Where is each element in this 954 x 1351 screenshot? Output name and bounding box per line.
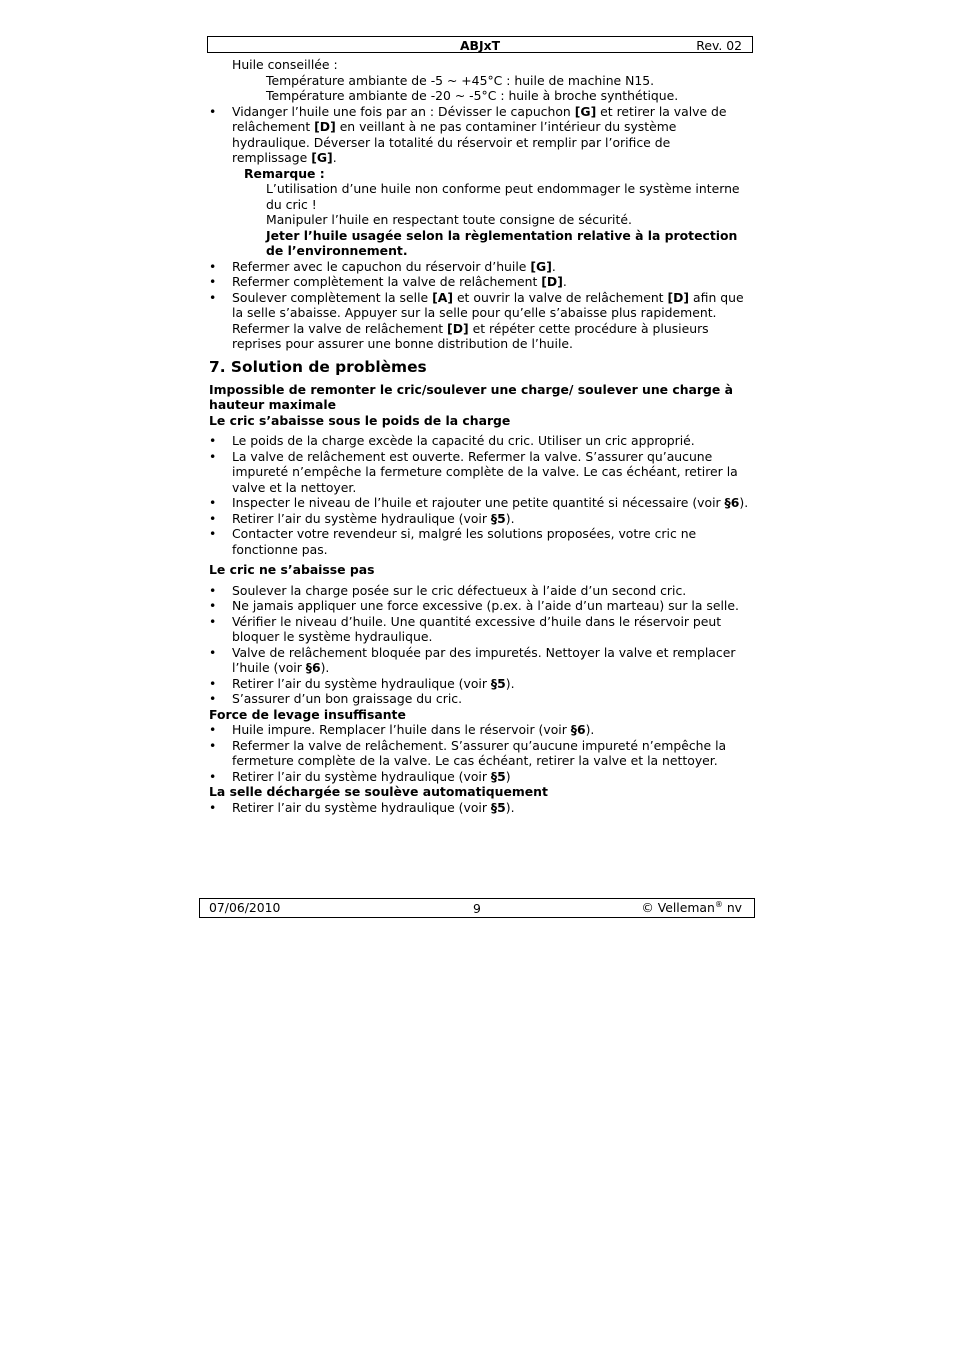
text-run: Huile impure. Remplacer l’huile dans le réservoir (voir [232,722,571,737]
list-item-close-valve [209,274,749,290]
text-run: et répéter cette procédure à plusieurs reprises pour assurer une bonne distribution de l’huile. [232,320,709,351]
registered-mark: ® [714,899,723,909]
model-name: ABJxT [459,38,501,53]
list-item [209,645,749,676]
list-item: • La valve de relâchement est ouverte. Refermer la valve. S’assurer qu’aucune impureté n’empêche la fermeture complète de la valve. Le cas échéant, retirer la valve et la nettoyer. [209,449,749,496]
footer-date: 07/06/2010 [209,900,281,915]
ref-d: [D] [314,119,336,134]
list-item: • Vérifier le niveau d’huile. Une quantité excessive d’huile dans le réservoir peut bloquer le système hydraulique. [209,614,749,645]
section-ref: §5 [490,768,506,784]
remark-text-3: Jeter l’huile usagée selon la règlementation relative à la protection de l’environnement. [266,227,738,258]
page-content [209,57,749,815]
text-run: Refermer avec le capuchon du réservoir d’huile [232,258,531,274]
text-run: Retirer l’air du système hydraulique (voir [232,768,491,784]
ref-g: [G] [530,258,552,274]
list-item-close-cap [209,259,749,275]
subsection-title-2: Le cric ne s’abaisse pas [209,562,375,577]
text-run: ). [739,495,749,510]
ref-d: [D] [541,274,563,289]
copyright-text: © Velleman [641,900,715,915]
text-run: ). [505,799,515,815]
text-run: . [332,150,337,165]
page-footer [199,898,755,918]
list-item [209,722,749,738]
remark-title: Remarque : [244,165,325,181]
text-run: Retirer l’air du système hydraulique (voir [232,510,491,526]
text-run: ). [505,510,515,526]
section-ref: §6 [724,495,740,510]
troubleshoot-list-4 [209,800,749,816]
text-run: Inspecter le niveau de l’huile et rajouter une petite quantité si nécessaire (voir [232,495,725,510]
list-item: • Refermer la valve de relâchement. S’assurer qu’aucune impureté n’empêche la fermeture complète de la valve. Le cas échéant, retirer la valve et la nettoyer. [209,738,749,769]
list-item [209,769,749,785]
footer-copyright [641,900,742,916]
page-number: 9 [473,901,481,916]
section-ref: §6 [305,660,321,675]
text-run: Refermer complètement la valve de relâchement [232,274,542,289]
ref-g: [G] [574,103,597,119]
troubleshoot-list-3 [209,722,749,784]
list-item: • Contacter votre revendeur si, malgré les solutions proposées, votre cric ne fonctionne pas. [209,526,749,557]
text-run: Vidanger l’huile une fois par an : Dévisser le capuchon [232,103,575,119]
text-run: et retirer la valve de relâchement [232,103,727,134]
list-item [209,800,749,816]
remark-text-2: Manipuler l’huile en respectant toute consigne de sécurité. [266,212,632,227]
ref-d: [D] [667,289,690,305]
text-run: et ouvrir la valve de relâchement [453,289,668,305]
section-ref: §6 [570,722,586,737]
text-run: Valve de relâchement bloquée par des impuretés. Nettoyer la valve et remplacer l’huile (voir [232,644,736,675]
steps-list [209,259,749,352]
page-header [207,36,753,53]
text-run: . [551,258,556,274]
text-run: ). [320,660,330,675]
list-item: • S’assurer d’un bon graissage du cric. [209,691,749,707]
text-run: . [562,274,567,289]
list-item: • Ne jamais appliquer une force excessive (p.ex. à l’aide d’un marteau) sur la selle. [209,598,749,614]
text-run: ). [585,722,595,737]
section-ref: §5 [490,675,506,691]
section-ref: §5 [490,799,506,815]
maintenance-list [209,104,749,166]
text-run: Soulever complètement la selle [232,289,433,305]
troubleshoot-list-1 [209,433,749,557]
list-item [209,511,749,527]
ref-g: [G] [311,150,333,165]
text-run: afin que la selle s’abaisse. Appuyer sur la selle pour qu’elle s’abaisse plus rapidement. Refermer la valve de relâchement [232,289,744,336]
list-item: • Le poids de la charge excède la capacité du cric. Utiliser un cric approprié. [209,433,749,449]
text-run: en veillant à ne pas contaminer l’intérieur du système hydraulique. Déverser la totalité du réservoir et remplir par l’orifice de remplissage [232,119,677,165]
company-suffix: nv [722,900,742,915]
text-run: ). [505,675,515,691]
list-item: • Soulever la charge posée sur le cric défectueux à l’aide d’un second cric. [209,583,749,599]
subsection-title-3: Force de levage insuffisante [209,706,406,722]
ref-a: [A] [432,289,453,305]
oil-recommended: Huile conseillée : [232,57,338,72]
oil-line-1: Température ambiante de -5 ~ +45°C : huile de machine N15. [266,72,655,88]
oil-line-2: Température ambiante de -20 ~ -5°C : huile à broche synthétique. [266,88,679,103]
list-item-drain [209,104,749,166]
subsection-title-1: Impossible de remonter le cric/soulever une charge/ soulever une charge à hauteur maximale [209,381,733,412]
subsection-subtitle-1: Le cric s’abaisse sous le poids de la charge [209,412,511,428]
remark-text-1: L’utilisation d’une huile non conforme peut endommager le système interne du cric ! [266,181,740,212]
subsection-title-4: La selle déchargée se soulève automatiquement [209,784,548,799]
ref-d: [D] [447,320,469,336]
text-run: ) [505,768,511,784]
list-item [209,495,749,511]
troubleshoot-list-2 [209,583,749,707]
list-item [209,676,749,692]
text-run: Retirer l’air du système hydraulique (voir [232,799,491,815]
section-title: 7. Solution de problèmes [209,357,427,376]
revision-label: Rev. 02 [696,38,742,53]
list-item-lift-saddle [209,290,749,352]
text-run: Retirer l’air du système hydraulique (voir [232,675,491,691]
section-ref: §5 [490,510,506,526]
